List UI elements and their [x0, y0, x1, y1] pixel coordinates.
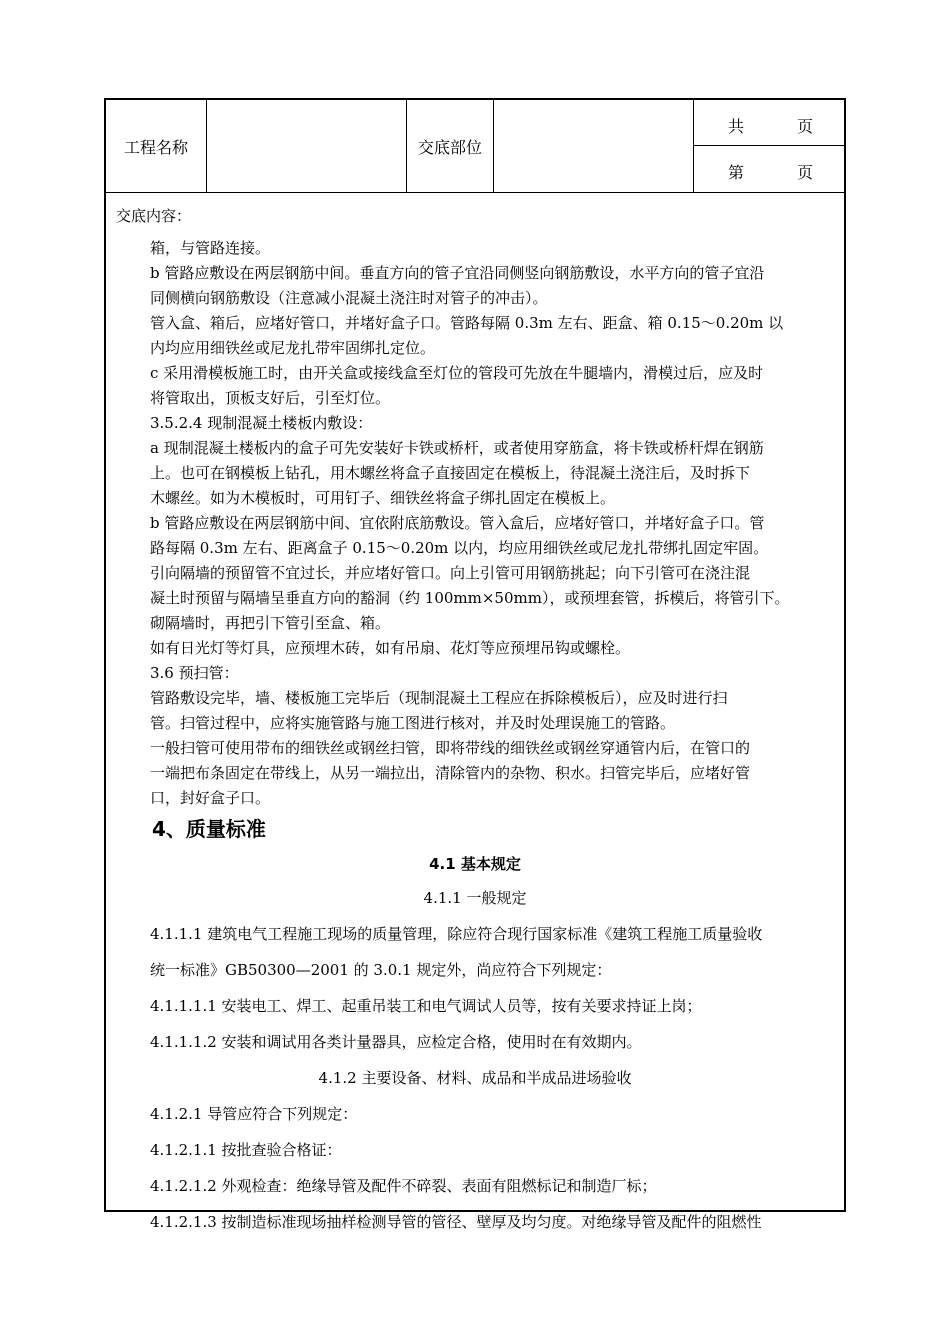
- text-line: 统一标准》GB50300—2001 的 3.0.1 规定外，尚应符合下列规定：: [150, 961, 612, 979]
- text-line: 上。也可在钢模板上钻孔，用木螺丝将盒子直接固定在模板上，待混凝土浇注后，及时拆下: [150, 464, 751, 482]
- page-prefix: 第: [728, 163, 745, 182]
- location-label: 交底部位: [417, 137, 482, 157]
- subsubsection-title: 4.1.2 主要设备、材料、成品和半成品进场验收: [318, 1069, 632, 1087]
- text-line: 4.1.1.1 建筑电气工程施工现场的质量管理，除应符合现行国家标准《建筑工程施工质量验收: [150, 925, 763, 943]
- text-line: 4.1.1.1.1 安装电工、焊工、起重吊装工和电气调试人员等，按有关要求持证上岗；: [150, 997, 702, 1015]
- text-line: 管路敷设完毕，墙、楼板施工完毕后（现制混凝土工程应在拆除模板后），应及时进行扫: [150, 689, 728, 707]
- subsection-title: 4.1 基本规定: [429, 855, 521, 873]
- total-prefix: 共: [728, 117, 745, 136]
- text-line: 4.1.2.1.3 按制造标准现场抽样检测导管的管径、壁厚及均匀度。对绝缘导管及配件的阻燃性: [150, 1213, 762, 1231]
- text-line: 如有日光灯等灯具，应预埋木砖，如有吊扇、花灯等应预埋吊钩或螺栓。: [150, 639, 631, 657]
- text-line: 将管取出，顶板支好后，引至灯位。: [150, 389, 391, 407]
- text-line: 引向隔墙的预留管不宜过长，并应堵好管口。向上引管可用钢筋挑起；向下引管可在浇注混: [150, 564, 751, 582]
- project-name-value[interactable]: [207, 100, 406, 192]
- content-label: 交底内容：: [116, 207, 192, 225]
- section-title: 4、质量标准: [152, 817, 266, 841]
- text-line: b 管路应敷设在两层钢筋中间、宜依附底筋敷设。管入盒后，应堵好管口，并堵好盒子口。管: [150, 514, 765, 532]
- text-line: 内均应用细铁丝或尼龙扎带牢固绑扎定位。: [150, 339, 436, 357]
- text-line: 砌隔墙时，再把引下管引至盒、箱。: [150, 614, 391, 632]
- total-suffix: 页: [797, 117, 814, 136]
- text-line: a 现制混凝土楼板内的盒子可先安装好卡铁或桥杆，或者使用穿筋盒，将卡铁或桥杆焊在钢筋: [150, 439, 764, 457]
- current-page: [694, 146, 844, 192]
- text-line: 4.1.1.1.2 安装和调试用各类计量器具，应检定合格，使用时在有效期内。: [150, 1033, 642, 1051]
- page-suffix: 页: [797, 163, 814, 182]
- text-line: 3.6 预扫管：: [150, 664, 239, 682]
- text-line: 同侧横向钢筋敷设（注意减小混凝土浇注时对管子的冲击）。: [150, 289, 548, 307]
- subsubsection-title: 4.1.1 一般规定: [423, 889, 527, 907]
- text-line: b 管路应敷设在两层钢筋中间。垂直方向的管子宜沿同侧竖向钢筋敷设，水平方向的管子宜沿: [150, 264, 765, 282]
- location-value[interactable]: [494, 100, 693, 192]
- text-line: 4.1.2.1.1 按批查验合格证：: [150, 1141, 342, 1159]
- text-line: 口，封好盒子口。: [150, 789, 271, 807]
- project-name-label: 工程名称: [123, 137, 188, 157]
- text-line: 4.1.2.1 导管应符合下列规定：: [150, 1105, 358, 1123]
- text-line: 管。扫管过程中，应将实施管路与施工图进行核对，并及时处理误施工的管路。: [150, 714, 676, 732]
- text-line: 一端把布条固定在带线上，从另一端拉出，清除管内的杂物、积水。扫管完毕后，应堵好管: [150, 764, 751, 782]
- text-line: 管入盒、箱后，应堵好管口，并堵好盒子口。管路每隔 0.3m 左右、距盒、箱 0.15～0.20m 以: [150, 314, 784, 332]
- header-table: [106, 100, 844, 193]
- text-line: 凝土时预留与隔墙呈垂直方向的豁洞（约 100mm×50mm），或预埋套管，拆模后，将管引下。: [150, 589, 790, 607]
- text-line: 3.5.2.4 现制混凝土楼板内敷设：: [150, 414, 373, 432]
- text-line: c 采用滑模板施工时，由开关盒或接线盒至灯位的管段可先放在牛腿墙内，滑模过后，应及时: [150, 364, 764, 382]
- disclosure-sheet: [104, 98, 846, 1231]
- total-pages: [694, 100, 844, 146]
- text-line: 一般扫管可使用带布的细铁丝或钢丝扫管，即将带线的细铁丝或钢丝穿通管内后，在管口的: [150, 739, 751, 757]
- text-line: 路每隔 0.3m 左右、距离盒子 0.15～0.20m 以内，均应用细铁丝或尼龙扎带绑扎固定牢固。: [150, 539, 769, 557]
- text-line: 箱，与管路连接。: [150, 239, 271, 257]
- text-line: 4.1.2.1.2 外观检查：绝缘导管及配件不碎裂、表面有阻燃标记和制造厂标；: [150, 1177, 657, 1195]
- text-line: 木螺丝。如为木模板时，可用钉子、细铁丝将盒子绑扎固定在模板上。: [150, 489, 616, 507]
